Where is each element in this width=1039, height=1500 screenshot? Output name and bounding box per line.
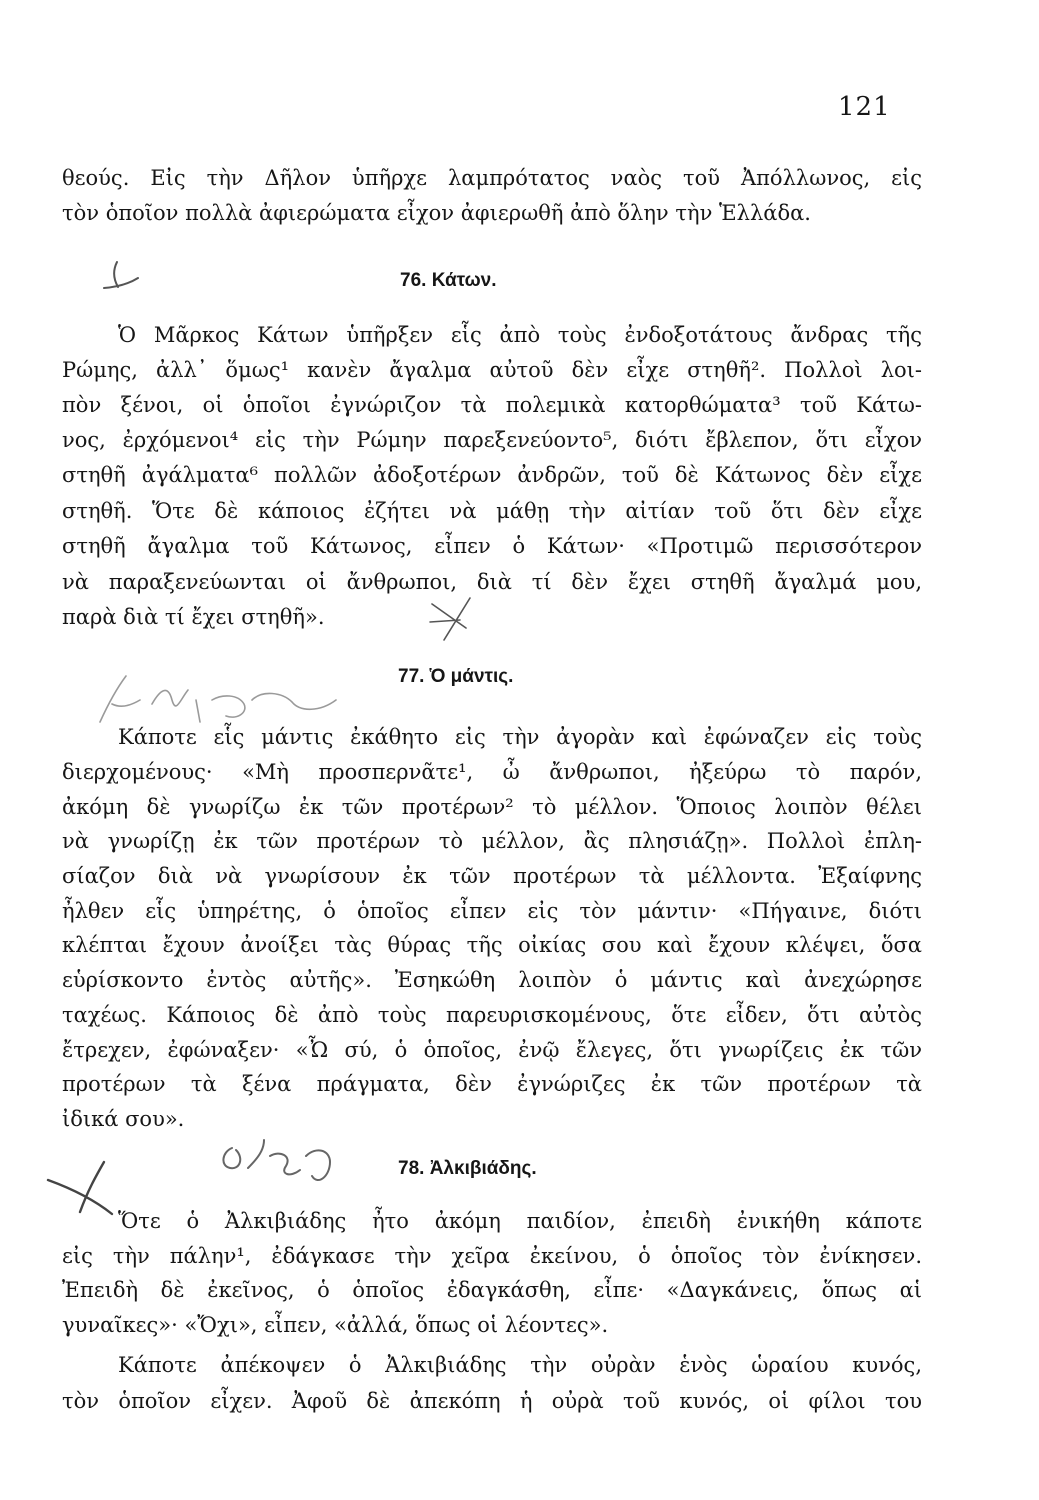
text-line: ἦλθεν εἷς ὑπηρέτης, ὁ ὁποῖος εἶπεν εἰς τὸν μάντιν· «Πήγαινε, διότι bbox=[62, 899, 922, 923]
text-line: προτέρων τὰ ξένα πράγματα, δὲν ἐγνώριζες ἐκ τῶν προτέρων τὰ bbox=[62, 1072, 922, 1096]
intro-line: θεούς. Εἰς τὴν Δῆλον ὑπῆρχε λαμπρότατος ναὸς τοῦ Ἀπόλλωνος, εἰς bbox=[62, 166, 922, 190]
text-line: παρὰ διὰ τί ἔχει στηθῆ». bbox=[62, 605, 325, 629]
text-line: Ρώμης, ἀλλ᾿ ὅμως¹ κανὲν ἄγαλμα αὐτοῦ δὲν εἶχε στηθῆ². Πολλοὶ λοι- bbox=[62, 358, 922, 382]
text-line: ἀκόμη δὲ γνωρίζω ἐκ τῶν προτέρων² τὸ μέλλον. Ὅποιος λοιπὸν θέλει bbox=[62, 795, 922, 819]
text-line: τὸν ὁποῖον εἶχεν. Ἀφοῦ δὲ ἀπεκόπη ἡ οὐρὰ τοῦ κυνός, οἱ φίλοι του bbox=[62, 1389, 922, 1413]
text-line: Ὁ Μᾶρκος Κάτων ὑπῆρξεν εἷς ἀπὸ τοὺς ἐνδοξοτάτους ἄνδρας τῆς bbox=[118, 323, 922, 347]
text-line: Κάποτε εἷς μάντις ἐκάθητο εἰς τὴν ἀγορὰν καὶ ἐφώναζεν εἰς τοὺς bbox=[118, 725, 922, 749]
section-heading-76: 76. Κάτων. bbox=[400, 270, 497, 291]
text-line: στηθῆ ἀγάλματα⁶ πολλῶν ἀδοξοτέρων ἀνδρῶν, τοῦ δὲ Κάτωνος δὲν εἶχε bbox=[62, 463, 922, 487]
page-number: 121 bbox=[838, 92, 891, 122]
pencil-scribble-78 bbox=[223, 1140, 330, 1180]
section-heading-78: 78. Ἀλκιβιάδης. bbox=[398, 1158, 537, 1179]
text-line: Ἐπειδὴ δὲ ἐκεῖνος, ὁ ὁποῖος ἐδαγκάσθη, εἶπε· «Δαγκάνεις, ὅπως αἱ bbox=[62, 1278, 922, 1302]
text-line: κλέπται ἔχουν ἀνοίξει τὰς θύρας τῆς οἰκίας σου καὶ ἔχουν κλέψει, ὅσα bbox=[62, 933, 922, 957]
text-line: στηθῆ ἄγαλμα τοῦ Κάτωνος, εἶπεν ὁ Κάτων· «Προτιμῶ περισσότερον bbox=[62, 534, 922, 558]
pencil-mark-76 bbox=[104, 262, 138, 288]
pencil-scribble-77 bbox=[100, 676, 336, 722]
text-line: ἔτρεχεν, ἐφώναξεν· «Ὦ σύ, ὁ ὁποῖος, ἐνῷ ἔλεγες, ὅτι γνωρίζεις ἐκ τῶν bbox=[62, 1038, 922, 1062]
section-heading-77: 77. Ὁ μάντις. bbox=[398, 666, 514, 687]
text-line: γυναῖκες»· «Ὄχι», εἶπεν, «ἀλλά, ὅπως οἱ λέοντες». bbox=[62, 1313, 609, 1337]
text-line: πὸν ξένοι, οἱ ὁποῖοι ἐγνώριζον τὰ πολεμικὰ κατορθώματα³ τοῦ Κάτω- bbox=[62, 393, 922, 417]
text-line: στηθῆ. Ὅτε δὲ κάποιος ἐζήτει νὰ μάθῃ τὴν αἰτίαν τοῦ ὅτι δὲν εἶχε bbox=[62, 499, 922, 523]
text-line: εὑρίσκοντο ἐντὸς αὐτῆς». Ἐσηκώθη λοιπὸν ὁ μάντις καὶ ἀνεχώρησε bbox=[62, 968, 922, 992]
text-line: Ὅτε ὁ Ἀλκιβιάδης ἦτο ἀκόμη παιδίον, ἐπειδὴ ἐνικήθη κάποτε bbox=[118, 1209, 922, 1233]
intro-line: τὸν ὁποῖον πολλὰ ἀφιερώματα εἶχον ἀφιερωθῆ ἀπὸ ὅλην τὴν Ἑλλάδα. bbox=[62, 201, 811, 225]
text-line: ἰδικά σου». bbox=[62, 1107, 185, 1131]
text-line: σίαζον διὰ νὰ γνωρίσουν ἐκ τῶν προτέρων τὰ μέλλοντα. Ἐξαίφνης bbox=[62, 864, 922, 888]
text-line: ταχέως. Κάποιος δὲ ἀπὸ τοὺς παρευρισκομένους, ὅτε εἶδεν, ὅτι αὐτὸς bbox=[62, 1003, 922, 1027]
text-line: νὰ γνωρίζῃ ἐκ τῶν προτέρων τὸ μέλλον, ἂς πλησιάζῃ». Πολλοὶ ἐπλη- bbox=[62, 829, 922, 853]
text-line: νὰ παραξενεύωνται οἱ ἄνθρωποι, διὰ τί δὲν ἔχει στηθῆ ἄγαλμά μου, bbox=[62, 570, 922, 594]
text-line: Κάποτε ἀπέκοψεν ὁ Ἀλκιβιάδης τὴν οὐρὰν ἑνὸς ὡραίου κυνός, bbox=[118, 1353, 922, 1377]
text-line: εἰς τὴν πάλην¹, ἐδάγκασε τὴν χεῖρα ἐκείνου, ὁ ὁποῖος τὸν ἐνίκησεν. bbox=[62, 1244, 922, 1268]
text-line: διερχομένους· «Μὴ προσπερνᾶτε¹, ὦ ἄνθρωποι, ἠξεύρω τὸ παρόν, bbox=[62, 760, 922, 784]
pencil-cross-78 bbox=[48, 1162, 112, 1214]
text-line: νος, ἐρχόμενοι⁴ εἰς τὴν Ρώμην παρεξενεύοντο⁵, διότι ἔβλεπον, ὅτι εἶχον bbox=[62, 428, 922, 452]
